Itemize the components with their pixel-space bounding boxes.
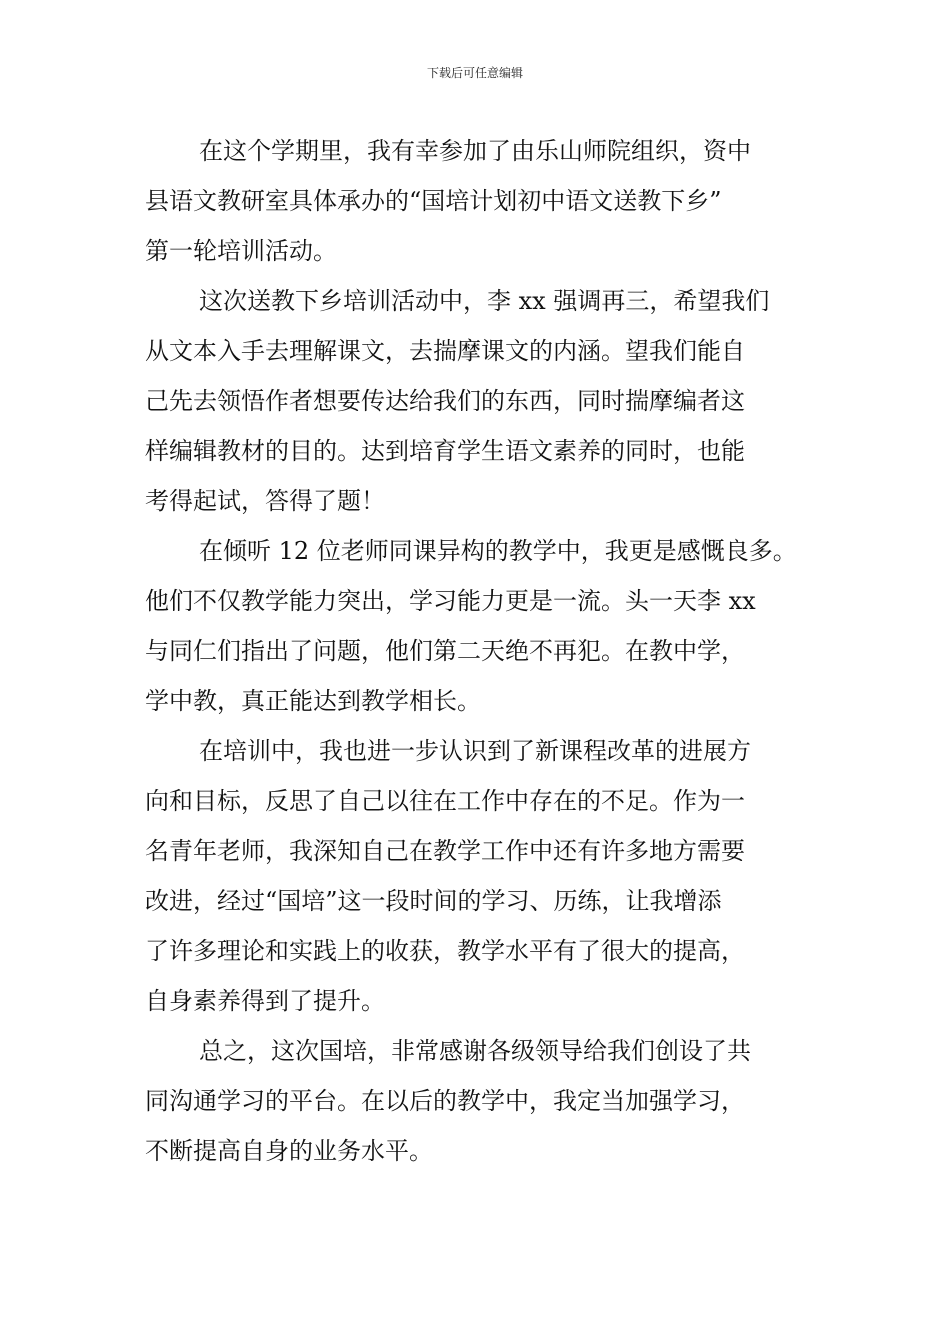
text-line: 这次送教下乡培训活动中，李 xx 强调再三，希望我们 bbox=[199, 287, 770, 315]
text-line: 总之，这次国培，非常感谢各级领导给我们创设了共 bbox=[199, 1037, 751, 1065]
text-line: 在培训中，我也进一步认识到了新课程改革的进展方 bbox=[199, 737, 751, 765]
paragraph-3 bbox=[145, 526, 810, 726]
text-line: 与同仁们指出了问题，他们第二天绝不再犯。在教中学， bbox=[145, 637, 745, 665]
text-line: 第一轮培训活动。 bbox=[145, 237, 337, 265]
document-body bbox=[145, 126, 810, 1176]
text-line: 名青年老师，我深知自己在教学工作中还有许多地方需要 bbox=[145, 837, 745, 865]
paragraph-1 bbox=[145, 126, 810, 276]
text-line: 同沟通学习的平台。在以后的教学中，我定当加强学习， bbox=[145, 1087, 745, 1115]
text-line: 样编辑教材的目的。达到培育学生语文素养的同时，也能 bbox=[145, 437, 745, 465]
page-header: 下载后可任意编辑 bbox=[426, 66, 523, 80]
paragraph-2 bbox=[145, 276, 810, 526]
text-line: 在倾听 12 位老师同课异构的教学中，我更是感慨良多。 bbox=[199, 537, 797, 565]
text-line: 在这个学期里，我有幸参加了由乐山师院组织，资中 bbox=[199, 137, 751, 165]
text-line: 考得起试，答得了题！ bbox=[145, 487, 385, 515]
text-line: 学中教，真正能达到教学相长。 bbox=[145, 687, 481, 715]
text-line: 了许多理论和实践上的收获，教学水平有了很大的提高， bbox=[145, 937, 745, 965]
paragraph-5 bbox=[145, 1026, 810, 1176]
paragraph-4 bbox=[145, 726, 810, 1026]
text-line: 向和目标，反思了自己以往在工作中存在的不足。作为一 bbox=[145, 787, 745, 815]
text-line: 自身素养得到了提升。 bbox=[145, 987, 385, 1015]
text-line: 改进，经过“国培”这一段时间的学习、历练，让我增添 bbox=[145, 887, 722, 915]
text-line: 从文本入手去理解课文，去揣摩课文的内涵。望我们能自 bbox=[145, 337, 745, 365]
text-line: 不断提高自身的业务水平。 bbox=[145, 1137, 433, 1165]
text-line: 他们不仅教学能力突出，学习能力更是一流。头一天李 xx bbox=[145, 587, 756, 615]
text-line: 己先去领悟作者想要传达给我们的东西，同时揣摩编者这 bbox=[145, 387, 745, 415]
text-line: 县语文教研室具体承办的“国培计划初中语文送教下乡” bbox=[145, 187, 722, 215]
